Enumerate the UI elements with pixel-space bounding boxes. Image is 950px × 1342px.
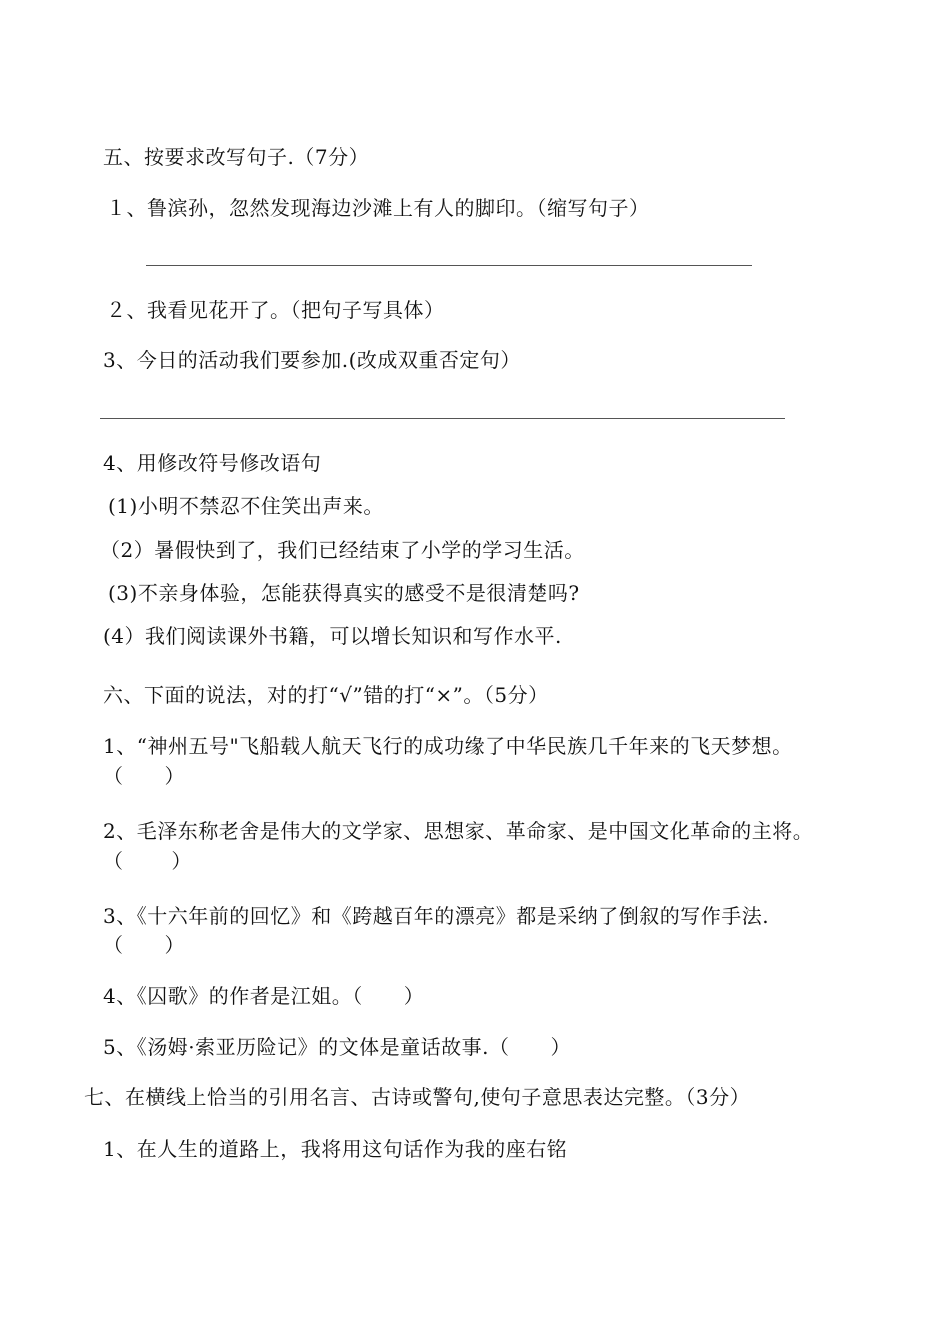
section6-item-2: 2、毛泽东称老舍是伟大的文学家、思想家、革命家、是中国文化革命的主将。	[103, 819, 814, 843]
section7-question-1: 1、在人生的道路上，我将用这句话作为我的座右铭	[103, 1137, 568, 1161]
section5-heading: 五、按要求改写句子.（7分）	[103, 145, 370, 169]
section5-question-2: ２、我看见花开了。（把句子写具体）	[106, 298, 445, 322]
section5-question-1: １、鲁滨孙，忽然发现海边沙滩上有人的脚印。（缩写句子）	[106, 196, 650, 220]
section6-item-4: 4、《囚歌》的作者是江姐。（ ）	[103, 984, 425, 1008]
section6-item-3-bracket: （ ）	[103, 933, 185, 957]
section5-question-4-item-3: (3)不亲身体验，怎能获得真实的感受不是很清楚吗?	[108, 581, 580, 605]
section6-item-3: 3、《十六年前的回忆》和《跨越百年的漂亮》都是采纳了倒叙的写作手法.	[103, 904, 770, 928]
section5-question-4-item-2: （2）暑假快到了，我们已经结束了小学的学习生活。	[100, 538, 585, 562]
section6-item-1-bracket: （ ）	[103, 764, 185, 788]
section6-heading: 六、下面的说法，对的打“√”错的打“×”。（5分）	[103, 683, 549, 707]
section6-item-2-bracket: （ ）	[103, 849, 192, 873]
section5-question-4-item-1: (1)小明不禁忍不住笑出声来。	[108, 494, 384, 518]
section6-item-5: 5、《汤姆·索亚历险记》的文体是童话故事.（ ）	[103, 1035, 571, 1059]
answer-line-3	[100, 418, 785, 419]
section5-question-3: 3、今日的活动我们要参加.(改成双重否定句）	[103, 348, 521, 372]
section5-question-4-item-4: (4）我们阅读课外书籍，可以增长知识和写作水平.	[103, 624, 562, 648]
section5-question-4-title: 4、用修改符号修改语句	[103, 451, 322, 475]
section6-item-1: 1、“神州五号"飞船载人航天飞行的成功缘了中华民族几千年来的飞天梦想。	[103, 734, 793, 758]
section7-heading: 七、在横线上恰当的引用名言、古诗或警句,使句子意思表达完整。（3分）	[84, 1085, 751, 1109]
answer-line-1	[146, 265, 752, 266]
